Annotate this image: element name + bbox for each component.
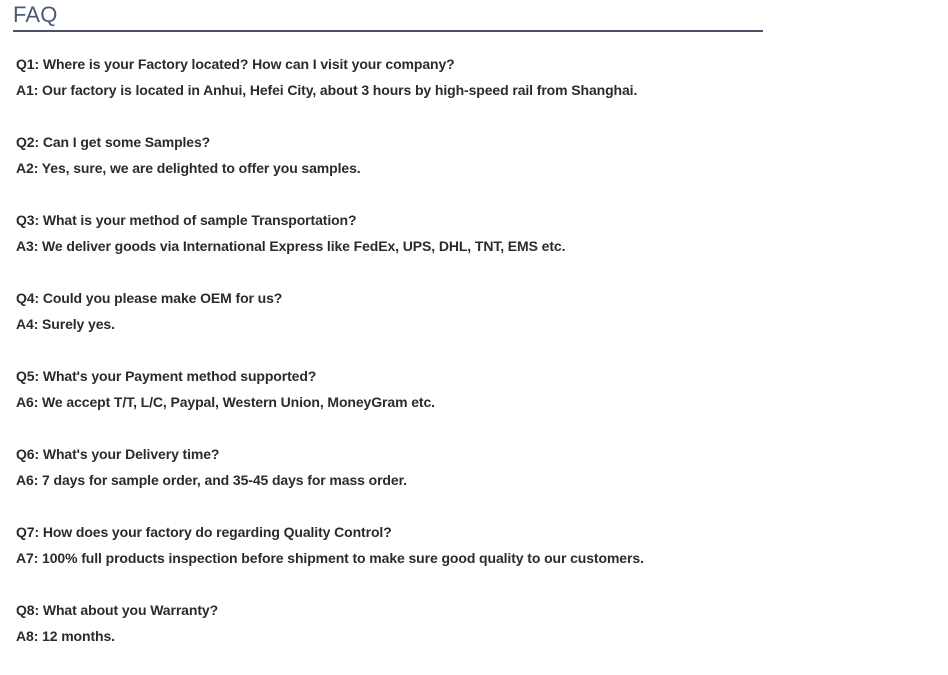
faq-question: Q7: How does your factory do regarding Quality Control? (16, 524, 392, 540)
faq-question: Q4: Could you please make OEM for us? (16, 290, 283, 306)
faq-answer: A6: 7 days for sample order, and 35-45 days for mass order. (16, 472, 407, 488)
faq-item (16, 285, 916, 363)
faq-item (16, 519, 916, 597)
faq-list (16, 51, 916, 675)
faq-item (16, 597, 916, 675)
faq-question: Q2: Can I get some Samples? (16, 134, 211, 150)
faq-answer: A4: Surely yes. (16, 316, 115, 332)
faq-header (13, 0, 763, 32)
faq-item (16, 129, 916, 207)
faq-question: Q6: What's your Delivery time? (16, 446, 220, 462)
faq-question: Q8: What about you Warranty? (16, 602, 219, 618)
faq-answer: A6: We accept T/T, L/C, Paypal, Western Union, MoneyGram etc. (16, 394, 435, 410)
faq-question: Q5: What's your Payment method supported? (16, 368, 317, 384)
faq-question: Q1: Where is your Factory located? How can I visit your company? (16, 56, 455, 72)
faq-answer: A1: Our factory is located in Anhui, Hefei City, about 3 hours by high-speed rail from Shanghai. (16, 82, 638, 98)
page-title: FAQ (13, 2, 58, 27)
faq-question: Q3: What is your method of sample Transportation? (16, 212, 357, 228)
faq-answer: A2: Yes, sure, we are delighted to offer you samples. (16, 160, 361, 176)
faq-item (16, 51, 916, 129)
faq-item (16, 363, 916, 441)
faq-answer: A3: We deliver goods via International Express like FedEx, UPS, DHL, TNT, EMS etc. (16, 238, 566, 254)
faq-answer: A7: 100% full products inspection before shipment to make sure good quality to our customers. (16, 550, 644, 566)
faq-item (16, 441, 916, 519)
faq-answer: A8: 12 months. (16, 628, 115, 644)
faq-item (16, 207, 916, 285)
